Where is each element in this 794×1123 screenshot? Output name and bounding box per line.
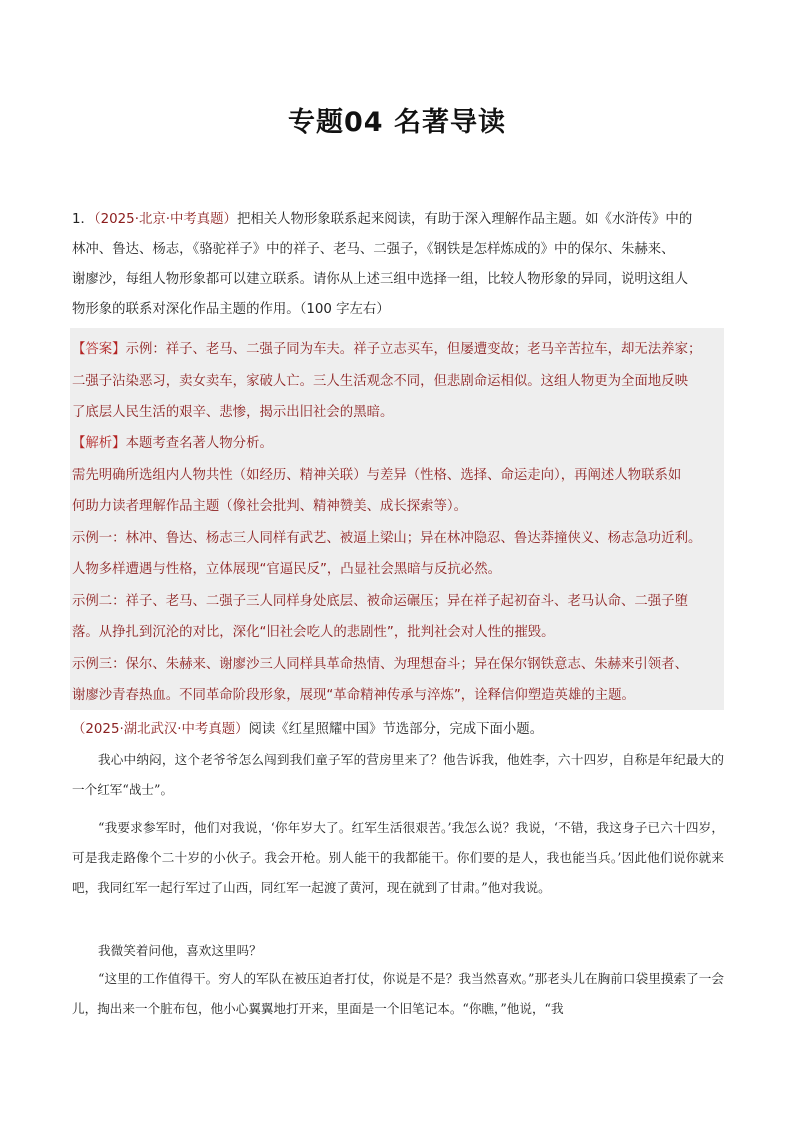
answer-line-1 bbox=[72, 338, 701, 357]
analysis-line-4: 示例一：林冲、鲁达、杨志三人同样有武艺、被逼上梁山；异在林冲隐忍、鲁达莽撞侠义、杨志急功近利。 bbox=[72, 531, 702, 546]
analysis-line-3: 何助力读者理解作品主题（像社会批判、精神赞美、成长探索等）。 bbox=[72, 499, 468, 514]
passage-paragraph-4: “这里的工作值得干。穷人的军队在被压迫者打仗，你说是不是？我当然喜欢。”那老头儿在胸前口袋里摸索了一会儿，掏出来一个脏布包，他小心翼翼地打开来，里面是一个旧笔记本。“你瞧，”他说，“我 bbox=[72, 971, 724, 1016]
q1-line-1 bbox=[72, 208, 692, 227]
analysis-text-1: 本题考查名著人物分析。 bbox=[125, 436, 273, 451]
analysis-line-1 bbox=[72, 432, 273, 451]
answer-text-1: 示例：祥子、老马、二强子同为车夫。祥子立志买车，但屡遭变故；老马辛苦拉车，却无法养家； bbox=[125, 342, 702, 357]
q1-text-line-3: 谢廖沙，每组人物形象都可以建立联系。请你从上述三组中选择一组，比较人物形象的异同，说明这组人 bbox=[72, 272, 688, 287]
page-title: 专题04 名著导读 bbox=[288, 107, 506, 138]
answer-line-2: 二强子沾染恶习，卖女卖车，家破人亡。三人生活观念不同，但悲剧命运相似。这组人物更为全面地反映 bbox=[72, 374, 688, 389]
q1-number: 1． bbox=[72, 212, 94, 227]
passage-paragraph-3: 我微笑着问他，喜欢这里吗？ bbox=[98, 943, 262, 958]
passage-intro bbox=[72, 718, 543, 737]
analysis-line-9: 谢廖沙青春热血。不同革命阶段形象，展现“革命精神传承与淬炼”，诠释信仰塑造英雄的主题。 bbox=[72, 688, 635, 703]
q1-text-line-2: 林冲、鲁达、杨志，《骆驼祥子》中的祥子、老马、二强子，《钢铁是怎样炼成的》中的保尔、朱赫来、 bbox=[72, 242, 675, 257]
passage-paragraph-1: 我心中纳闷，这个老爷爷怎么闯到我们童子军的营房里来了？他告诉我，他姓李，六十四岁，自称是年纪最大的一个红军“战士”。 bbox=[72, 752, 724, 797]
answer-tag: 【答案】 bbox=[72, 342, 126, 357]
analysis-line-6: 示例二：祥子、老马、二强子三人同样身处底层、被命运碾压；异在祥子起初奋斗、老马认命、二强子堕 bbox=[72, 594, 688, 609]
answer-line-3: 了底层人民生活的艰辛、悲惨，揭示出旧社会的黑暗。 bbox=[72, 405, 394, 420]
passage-source: （2025·湖北武汉·中考真题） bbox=[72, 722, 249, 737]
analysis-line-7: 落。从挣扎到沉沦的对比，深化“旧社会吃人的悲剧性”，批判社会对人性的摧毁。 bbox=[72, 625, 555, 640]
passage-paragraph-2: “我要求参军时，他们对我说，‘你年岁大了。红军生活很艰苦。’我怎么说？我说，‘不错，我这身子已六十四岁，可是我走路像个二十岁的小伙子。我会开枪。别人能干的我都能干。你们要的是人，我也能当兵。’因此他们说你就来吧，我同红军一起行军过了山西，同红军一起渡了黄河，现在就到了甘肃。”他对我说。 bbox=[72, 820, 724, 895]
analysis-tag: 【解析】 bbox=[72, 436, 126, 451]
analysis-line-2: 需先明确所选组内人物共性（如经历、精神关联）与差异（性格、选择、命运走向），再阐述人物联系如 bbox=[72, 468, 682, 483]
q1-text-line-1: 把相关人物形象联系起来阅读，有助于深入理解作品主题。如《水浒传》中的 bbox=[236, 212, 693, 227]
analysis-line-5: 人物多样遭遇与性格，立体展现“官逼民反”，凸显社会黑暗与反抗必然。 bbox=[72, 562, 501, 577]
passage-instruction: 阅读《红星照耀中国》节选部分，完成下面小题。 bbox=[248, 722, 544, 737]
q1-source: （2025·北京·中考真题） bbox=[93, 212, 237, 227]
analysis-line-8: 示例三：保尔、朱赫来、谢廖沙三人同样具革命热情、为理想奋斗；异在保尔钢铁意志、朱赫来引领者、 bbox=[72, 657, 688, 672]
q1-text-line-4: 物形象的联系对深化作品主题的作用。（100 字左右） bbox=[72, 302, 390, 317]
